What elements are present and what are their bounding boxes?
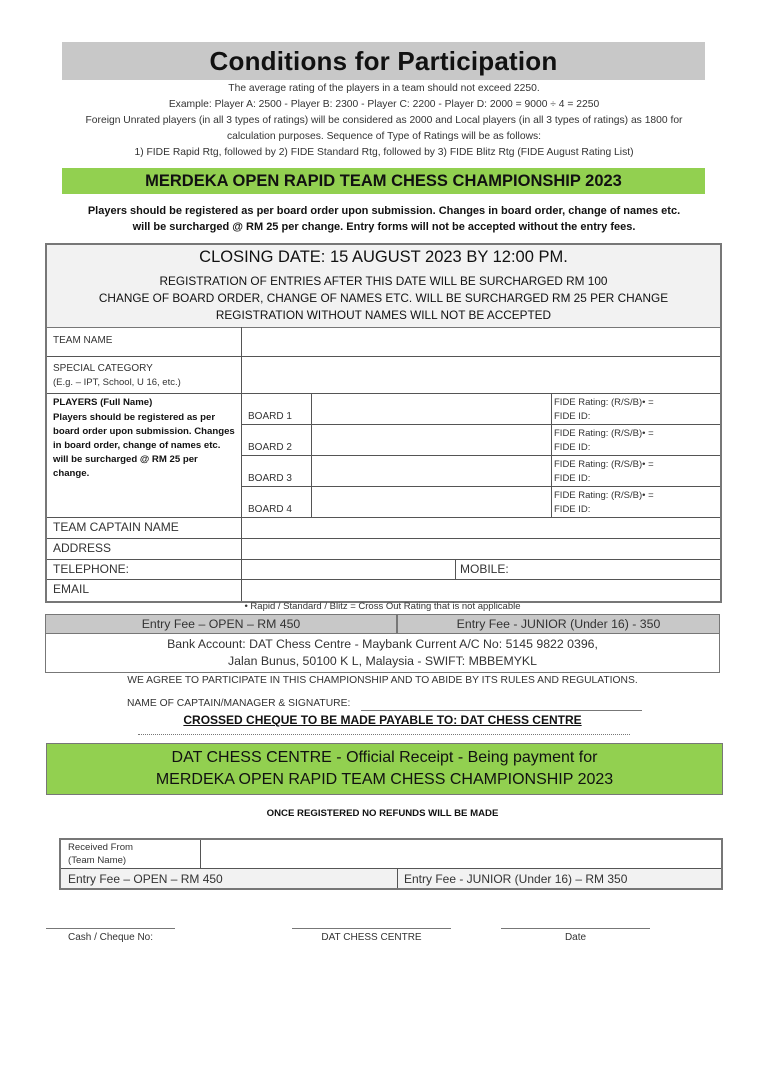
receipt-fee-junior: Entry Fee - JUNIOR (Under 16) – RM 350 [404, 872, 628, 886]
address-label: ADDRESS [53, 541, 112, 555]
date-label: Date [564, 932, 587, 943]
board-2-label: BOARD 2 [248, 442, 292, 453]
signature-line [361, 710, 642, 711]
mobile-label: MOBILE: [460, 562, 509, 576]
email-field[interactable] [242, 580, 719, 600]
address-field[interactable] [242, 539, 719, 558]
received-from-label: Received From [68, 842, 134, 853]
players-heading: PLAYERS (Full Name) [53, 397, 153, 408]
telephone-label: TELEPHONE: [53, 562, 130, 576]
board-3-label: BOARD 3 [248, 473, 292, 484]
fide-rating-label: FIDE Rating: (R/S/B)• = [554, 397, 654, 408]
received-from-field[interactable] [201, 840, 719, 867]
team-name-label: TEAM NAME [53, 335, 113, 346]
board-4-name-field[interactable] [312, 487, 550, 516]
fide-rating-label: FIDE Rating: (R/S/B)• = [554, 490, 654, 501]
rating-footnote: • Rapid / Standard / Blitz = Cross Out Rating that is not applicable [244, 601, 521, 612]
team-name-sub-label: (Team Name) [68, 855, 127, 866]
registration-form [45, 243, 722, 603]
board-1-name-field[interactable] [312, 394, 550, 423]
registration-note: Players should be registered as per board order upon submission. Changes in board order, change of names etc. [87, 205, 681, 217]
bank-line: Jalan Bunus, 50100 K L, Malaysia - SWIFT: MBBEMYKL [228, 654, 537, 668]
condition-line: Example: Player A: 2500 - Player B: 2300 - Player C: 2200 - Player D: 2000 = 9000 ÷ 4 = 2250 [168, 99, 600, 110]
bank-details [45, 634, 720, 673]
telephone-field[interactable] [242, 560, 454, 578]
entry-fee-row [45, 614, 720, 634]
championship-banner: MERDEKA OPEN RAPID TEAM CHESS CHAMPIONSHIP 2023 [62, 168, 705, 194]
receipt-fee-open: Entry Fee – OPEN – RM 450 [68, 872, 223, 886]
agreement-text: WE AGREE TO PARTICIPATE IN THIS CHAMPIONSHIP AND TO ABIDE BY ITS RULES AND REGULATIONS. [127, 675, 638, 686]
no-refund-note: ONCE REGISTERED NO REFUNDS WILL BE MADE [266, 808, 499, 819]
closing-line: REGISTRATION WITHOUT NAMES WILL NOT BE ACCEPTED [215, 308, 552, 322]
receipt-banner [46, 743, 723, 795]
email-label: EMAIL [53, 582, 90, 596]
board-4-label: BOARD 4 [248, 504, 292, 515]
closing-date-box [47, 245, 720, 328]
condition-line: The average rating of the players in a team should not exceed 2250. [228, 83, 540, 94]
cash-line [46, 928, 175, 929]
condition-line: calculation purposes. Sequence of Type of Ratings will be as follows: [226, 131, 542, 142]
signature-label: NAME OF CAPTAIN/MANAGER & SIGNATURE: [127, 698, 351, 709]
captain-label: TEAM CAPTAIN NAME [53, 520, 179, 534]
closing-line: REGISTRATION OF ENTRIES AFTER THIS DATE WILL BE SURCHARGED RM 100 [159, 274, 608, 288]
board-3-name-field[interactable] [312, 456, 550, 485]
fide-id-label: FIDE ID: [554, 473, 591, 484]
players-note: Players should be registered as per board order upon submission. Changes in board order, change of names etc. will be surcharged @ RM 25 per change. [53, 412, 235, 479]
fide-id-label: FIDE ID: [554, 504, 591, 515]
fee-junior: Entry Fee - JUNIOR (Under 16) - 350 [397, 614, 720, 634]
dotted-separator [138, 734, 630, 735]
cheque-note: CROSSED CHEQUE TO BE MADE PAYABLE TO: DAT CHESS CENTRE [183, 713, 582, 727]
board-1-label: BOARD 1 [248, 411, 292, 422]
closing-line: CHANGE OF BOARD ORDER, CHANGE OF NAMES ETC. WILL BE SURCHARGED RM 25 PER CHANGE [98, 291, 669, 305]
registration-note: will be surcharged @ RM 25 per change. Entry forms will not be accepted without the entry fees. [132, 221, 636, 233]
fide-id-label: FIDE ID: [554, 442, 591, 453]
condition-line: Foreign Unrated players (in all 3 types of ratings) will be considered as 2000 and Local players (in all 3 types of ratings) as 1800 for [85, 115, 683, 126]
bank-line: Bank Account: DAT Chess Centre - Maybank Current A/C No: 5145 9822 0396, [167, 637, 598, 651]
condition-line: 1) FIDE Rapid Rtg, followed by 2) FIDE Standard Rtg, followed by 3) FIDE Blitz Rtg (FIDE August Rating List) [134, 147, 634, 158]
captain-field[interactable] [242, 518, 719, 537]
special-category-field[interactable] [242, 357, 719, 392]
special-category-example: (E.g. – IPT, School, U 16, etc.) [53, 377, 181, 388]
fide-id-label: FIDE ID: [554, 411, 591, 422]
team-name-field[interactable] [242, 328, 719, 355]
fee-open: Entry Fee – OPEN – RM 450 [45, 614, 397, 634]
fide-rating-label: FIDE Rating: (R/S/B)• = [554, 459, 654, 470]
board-2-name-field[interactable] [312, 425, 550, 454]
receipt-table [59, 838, 723, 890]
date-line [501, 928, 650, 929]
receipt-championship: MERDEKA OPEN RAPID TEAM CHESS CHAMPIONSHIP 2023 [155, 771, 614, 788]
centre-line [292, 928, 451, 929]
receipt-title: DAT CHESS CENTRE - Official Receipt - Being payment for [171, 749, 598, 766]
centre-label: DAT CHESS CENTRE [321, 932, 422, 943]
cash-cheque-label: Cash / Cheque No: [67, 932, 154, 943]
special-category-label: SPECIAL CATEGORY [53, 363, 153, 374]
page-title: Conditions for Participation [62, 42, 705, 80]
closing-headline: CLOSING DATE: 15 AUGUST 2023 BY 12:00 PM. [199, 248, 568, 266]
fide-rating-label: FIDE Rating: (R/S/B)• = [554, 428, 654, 439]
